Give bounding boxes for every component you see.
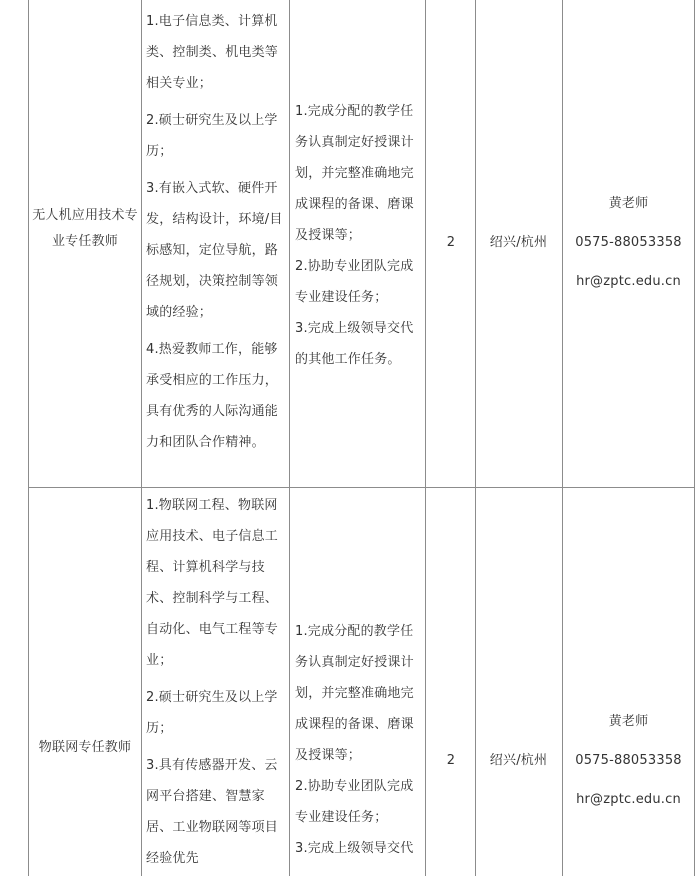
contact-email[interactable]: hr@zptc.edu.cn bbox=[576, 792, 681, 807]
row-divider bbox=[28, 487, 695, 488]
work-location: 绍兴/杭州 bbox=[489, 753, 548, 768]
requirement-item: 2.硕士研究生及以上学历； bbox=[146, 113, 278, 159]
duty-item: 2.协助专业团队完成专业建设任务； bbox=[295, 259, 414, 305]
requirement-item: 3.有嵌入式软、硬件开发，结构设计，环境/目标感知，定位导航，路径规划，决策控制等领域的经验； bbox=[146, 181, 283, 320]
contact-name: 黄老师 bbox=[608, 714, 649, 729]
duty-item: 2.协助专业团队完成专业建设任务； bbox=[295, 779, 414, 825]
contact-cell bbox=[563, 702, 694, 819]
duties-cell bbox=[295, 616, 423, 864]
position-title: 无人机应用技术专业专任教师 bbox=[32, 208, 138, 249]
table-border bbox=[141, 0, 142, 876]
requirement-item: 4.热爱教师工作，能够承受相应的工作压力，具有优秀的人际沟通能力和团队合作精神。 bbox=[146, 342, 279, 450]
contact-phone: 0575-88053358 bbox=[575, 235, 682, 250]
requirements-cell bbox=[146, 490, 286, 880]
requirement-item: 2.硕士研究生及以上学历； bbox=[146, 690, 278, 736]
requirement-item: 1.电子信息类、计算机类、控制类、机电类等相关专业； bbox=[146, 14, 279, 91]
headcount: 2 bbox=[446, 235, 456, 250]
contact-email[interactable]: hr@zptc.edu.cn bbox=[576, 274, 681, 289]
contact-cell bbox=[563, 184, 694, 301]
duty-item: 1.完成分配的教学任务认真制定好授课计划，并完整准确地完成课程的备课、磨课及授课等； bbox=[295, 624, 414, 763]
table-border bbox=[289, 0, 290, 876]
table-border bbox=[694, 0, 695, 876]
duty-item: 3.完成上级领导交代的其他工作任务。 bbox=[295, 321, 414, 367]
work-location: 绍兴/杭州 bbox=[489, 235, 548, 250]
duties-cell bbox=[295, 96, 423, 375]
requirement-item: 3.具有传感器开发、云网平台搭建、智慧家居、工业物联网等项目经验优先 bbox=[146, 758, 279, 866]
duty-item: 3.完成上级领导交代 bbox=[295, 841, 414, 856]
contact-name: 黄老师 bbox=[608, 196, 649, 211]
requirement-item: 1.物联网工程、物联网应用技术、电子信息工程、计算机科学与技术、控制科学与工程、自动化、电气工程等专业； bbox=[146, 498, 279, 668]
duty-item: 1.完成分配的教学任务认真制定好授课计划，并完整准确地完成课程的备课、磨课及授课等； bbox=[295, 104, 414, 243]
requirements-cell bbox=[146, 6, 286, 464]
position-title: 物联网专任教师 bbox=[38, 740, 132, 755]
headcount: 2 bbox=[446, 753, 456, 768]
contact-phone: 0575-88053358 bbox=[575, 753, 682, 768]
